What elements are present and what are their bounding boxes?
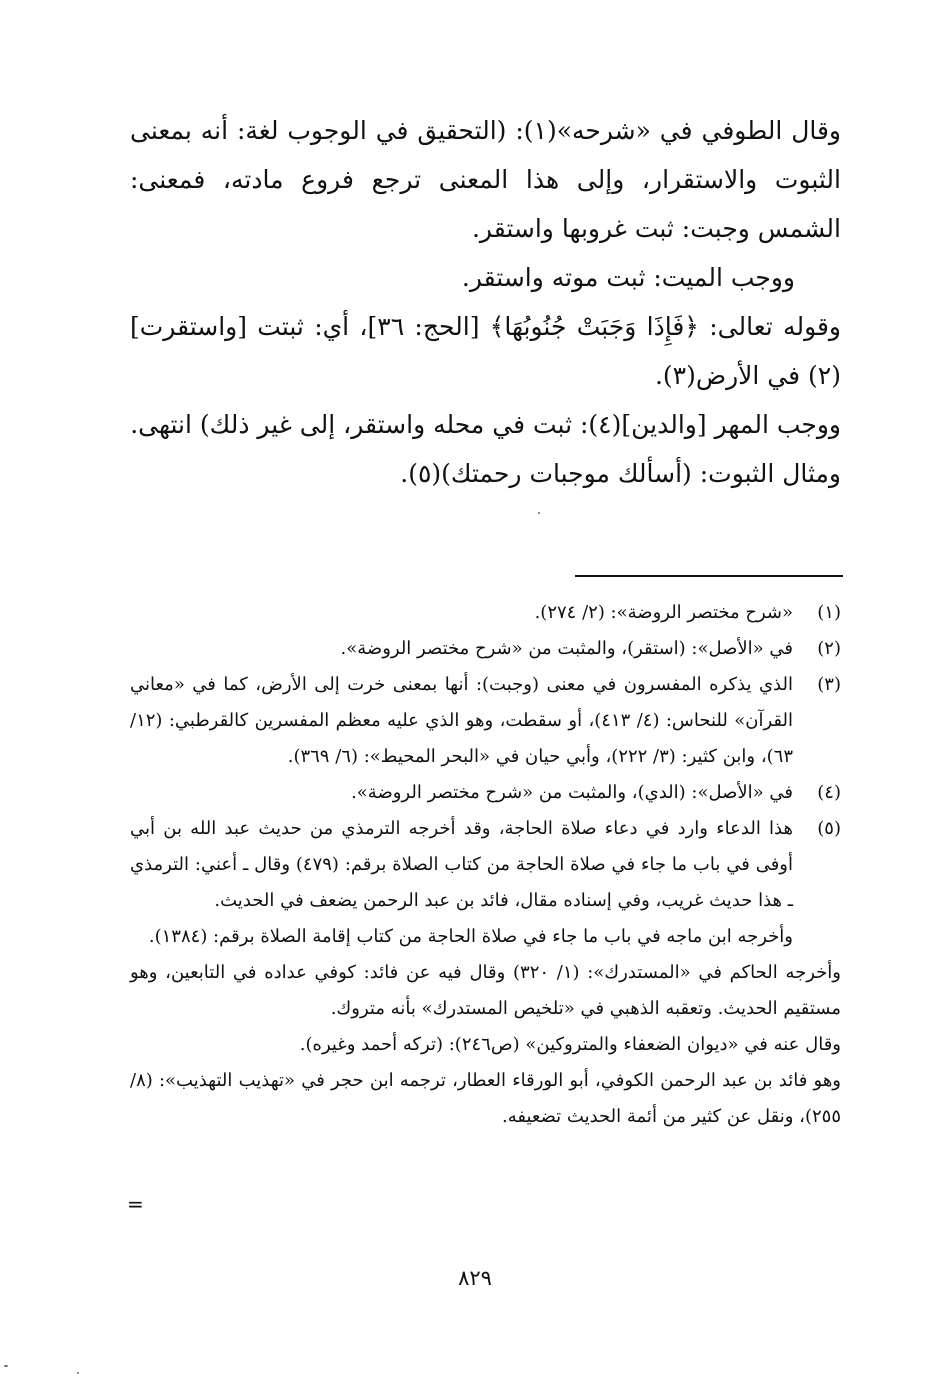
main-paragraph: وقوله تعالى: ﴿فَإِذَا وَجَبَتْ جُنُوبُهَا﴾ [الحج: ٣٦]، أي: ثبتت [واستقرت](٢) في الأرض(٣).: [130, 312, 842, 390]
footnote-number: (٤): [817, 782, 841, 803]
footnote-2: [130, 631, 841, 667]
footnote-text: الذي يذكره المفسرون في معنى (وجبت): أنها بمعنى خرت إلى الأرض، كما في «معاني القرآن» للنحاس: (٤/ ٤١٣)، أو سقطت، وهو الذي عليه معظم المفسرين كالقرطبي: (١٢/ ٦٣)، وابن كثير: (٣/ ٢٢٢)، وأبي حيان في «البحر المحيط»: (٦/ ٣٦٩).: [130, 674, 793, 767]
scan-speck: [4, 1365, 8, 1367]
footnote-text: في «الأصل»: (استقر)، والمثبت من «شرح مختصر الروضة».: [340, 638, 793, 659]
footnote-text: «شرح مختصر الروضة»: (٢/ ٢٧٤).: [534, 602, 793, 623]
footnote-body: [130, 631, 793, 667]
footnote-1: [130, 595, 841, 631]
main-paragraph: وقال الطوفي في «شرحه»(١): (التحقيق في الوجوب لغة: أنه بمعنى الثبوت والاستقرار، وإلى هذا المعنى ترجع فروع مادته، فمعنى: الشمس وجبت: ثبت غروبها واستقر.: [130, 116, 841, 243]
main-text-body: [130, 106, 841, 498]
scan-speck: [538, 512, 540, 514]
scan-speck: [77, 1372, 79, 1374]
footnote-text: في «الأصل»: (الدي)، والمثبت من «شرح مختصر الروضة».: [351, 782, 793, 803]
footnote-text: هذا الدعاء وارد في دعاء صلاة الحاجة، وقد أخرجه الترمذي من حديث عبد الله بن أبي أوفى في باب ما جاء في صلاة الحاجة من كتاب الصلاة برقم: (٤٧٩) وقال ـ أعني: الترمذي ـ هذا حديث غريب، وفي إسناده مقال، فائد بن عبد الرحمن يضعف في الحديث.: [130, 818, 793, 911]
footnote-3: [130, 667, 841, 775]
footnote-number: (٣): [817, 674, 841, 695]
footnote-number: (١): [817, 602, 841, 623]
footnote-number: (٢): [817, 638, 841, 659]
footnote-continuation-text: وقال عنه في «ديوان الضعفاء والمتروكين» (ص٢٤٦): (تركه أحمد وغيره).: [299, 1034, 841, 1055]
page-number: ٨٢٩: [458, 1266, 492, 1290]
footnote-body: [130, 811, 793, 955]
footnote-continuation-text: وهو فائد بن عبد الرحمن الكوفي، أبو الورقاء العطار، ترجمه ابن حجر في «تهذيب التهذيب»: (٨/ ٢٥٥)، ونقل عن كثير من أئمة الحديث تضعيفه.: [130, 1070, 841, 1127]
main-paragraph: ومثال الثبوت: (أسألك موجبات رحمتك)(٥).: [400, 459, 841, 488]
continuation-mark: =: [127, 1192, 144, 1216]
footnote-divider: [575, 575, 843, 577]
footnote-5: [130, 811, 841, 955]
main-paragraph: ووجب المهر [والدين](٤): ثبت في محله واستقر، إلى غير ذلك) انتهى.: [130, 410, 841, 439]
footnote-body: [130, 667, 793, 775]
footnote-body: [130, 595, 793, 631]
footnote-continuation-text: وأخرجه الحاكم في «المستدرك»: (١/ ٣٢٠) وقال فيه عن فائد: كوفي عداده في التابعين، وهو مستقيم الحديث. وتعقبه الذهبي في «تلخيص المستدرك» بأنه متروك.: [130, 962, 841, 1019]
footnotes-section: [130, 595, 841, 1135]
main-paragraph: ووجب الميت: ثبت موته واستقر.: [461, 263, 795, 292]
footnote-text: وأخرجه ابن ماجه في باب ما جاء في صلاة الحاجة من كتاب إقامة الصلاة برقم: (١٣٨٤).: [148, 926, 793, 947]
footnote-body: [130, 775, 793, 811]
footnote-4: [130, 775, 841, 811]
footnote-number: (٥): [817, 818, 841, 839]
